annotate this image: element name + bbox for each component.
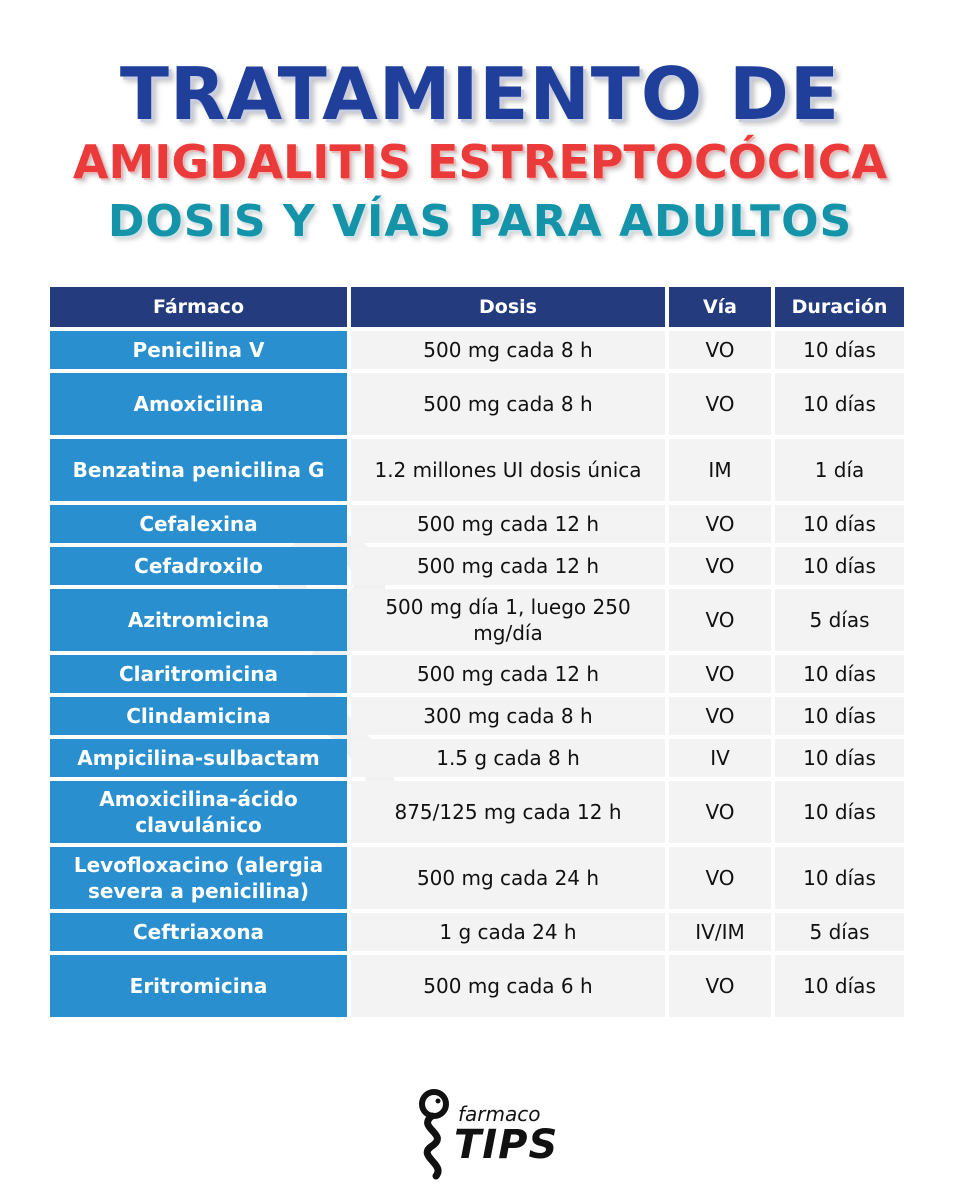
route: VO — [669, 847, 771, 909]
table-row — [50, 913, 904, 951]
dose: 1.2 millones UI dosis única — [351, 439, 665, 501]
route: IV/IM — [669, 913, 771, 951]
table-row — [50, 505, 904, 543]
duration: 10 días — [775, 847, 904, 909]
route: VO — [669, 781, 771, 843]
header-dosis: Dosis — [351, 287, 665, 327]
table-row — [50, 439, 904, 501]
dose: 500 mg cada 12 h — [351, 655, 665, 693]
brand-text-bottom: TIPS — [454, 1122, 559, 1168]
table-row — [50, 739, 904, 777]
duration: 10 días — [775, 547, 904, 585]
route: VO — [669, 547, 771, 585]
table-row — [50, 847, 904, 909]
title-line-2: AMIGDALITIS ESTREPTOCÓCICA — [72, 135, 888, 189]
duration: 5 días — [775, 589, 904, 651]
drug-name: Ampicilina-sulbactam — [50, 739, 347, 777]
route: VO — [669, 697, 771, 735]
duration: 10 días — [775, 655, 904, 693]
header-duracion: Duración — [775, 287, 904, 327]
drug-name: Cefalexina — [50, 505, 347, 543]
route: IM — [669, 439, 771, 501]
table-header-row — [50, 287, 904, 327]
drug-name: Amoxicilina-ácido clavulánico — [50, 781, 347, 843]
brand-text-top: farmaco — [458, 1102, 541, 1126]
route: VO — [669, 373, 771, 435]
drug-name: Amoxicilina — [50, 373, 347, 435]
drug-name: Ceftriaxona — [50, 913, 347, 951]
route: VO — [669, 655, 771, 693]
table-row — [50, 697, 904, 735]
duration: 10 días — [775, 373, 904, 435]
duration: 10 días — [775, 505, 904, 543]
dose: 500 mg cada 6 h — [351, 955, 665, 1017]
route: VO — [669, 505, 771, 543]
table-row — [50, 655, 904, 693]
dose: 500 mg día 1, luego 250 mg/día — [351, 589, 665, 651]
drug-name: Cefadroxilo — [50, 547, 347, 585]
duration: 10 días — [775, 739, 904, 777]
route: VO — [669, 589, 771, 651]
route: VO — [669, 331, 771, 369]
dose: 500 mg cada 12 h — [351, 547, 665, 585]
brand-logo — [410, 1088, 559, 1180]
drug-name: Claritromicina — [50, 655, 347, 693]
table-row — [50, 373, 904, 435]
table-row — [50, 331, 904, 369]
duration: 10 días — [775, 697, 904, 735]
duration: 1 día — [775, 439, 904, 501]
header-farmaco: Fármaco — [50, 287, 347, 327]
table-row — [50, 589, 904, 651]
dose: 500 mg cada 8 h — [351, 373, 665, 435]
drug-name: Clindamicina — [50, 697, 347, 735]
route: VO — [669, 955, 771, 1017]
drug-name: Azitromicina — [50, 589, 347, 651]
route: IV — [669, 739, 771, 777]
table-row — [50, 547, 904, 585]
header-via: Vía — [669, 287, 771, 327]
drug-table — [46, 283, 908, 1021]
drug-name: Penicilina V — [50, 331, 347, 369]
dose: 875/125 mg cada 12 h — [351, 781, 665, 843]
snake-icon — [410, 1088, 460, 1180]
drug-name: Benzatina penicilina G — [50, 439, 347, 501]
table-row — [50, 955, 904, 1017]
title-line-1: TRATAMIENTO DE — [119, 52, 841, 136]
drug-name: Eritromicina — [50, 955, 347, 1017]
duration: 10 días — [775, 781, 904, 843]
dose: 500 mg cada 24 h — [351, 847, 665, 909]
dose: 500 mg cada 12 h — [351, 505, 665, 543]
dose: 300 mg cada 8 h — [351, 697, 665, 735]
dose: 1 g cada 24 h — [351, 913, 665, 951]
dose: 1.5 g cada 8 h — [351, 739, 665, 777]
duration: 10 días — [775, 331, 904, 369]
drug-name: Levofloxacino (alergia severa a penicilina) — [50, 847, 347, 909]
duration: 10 días — [775, 955, 904, 1017]
dose: 500 mg cada 8 h — [351, 331, 665, 369]
duration: 5 días — [775, 913, 904, 951]
subtitle: DOSIS Y VÍAS PARA ADULTOS — [107, 196, 853, 247]
table-row — [50, 781, 904, 843]
